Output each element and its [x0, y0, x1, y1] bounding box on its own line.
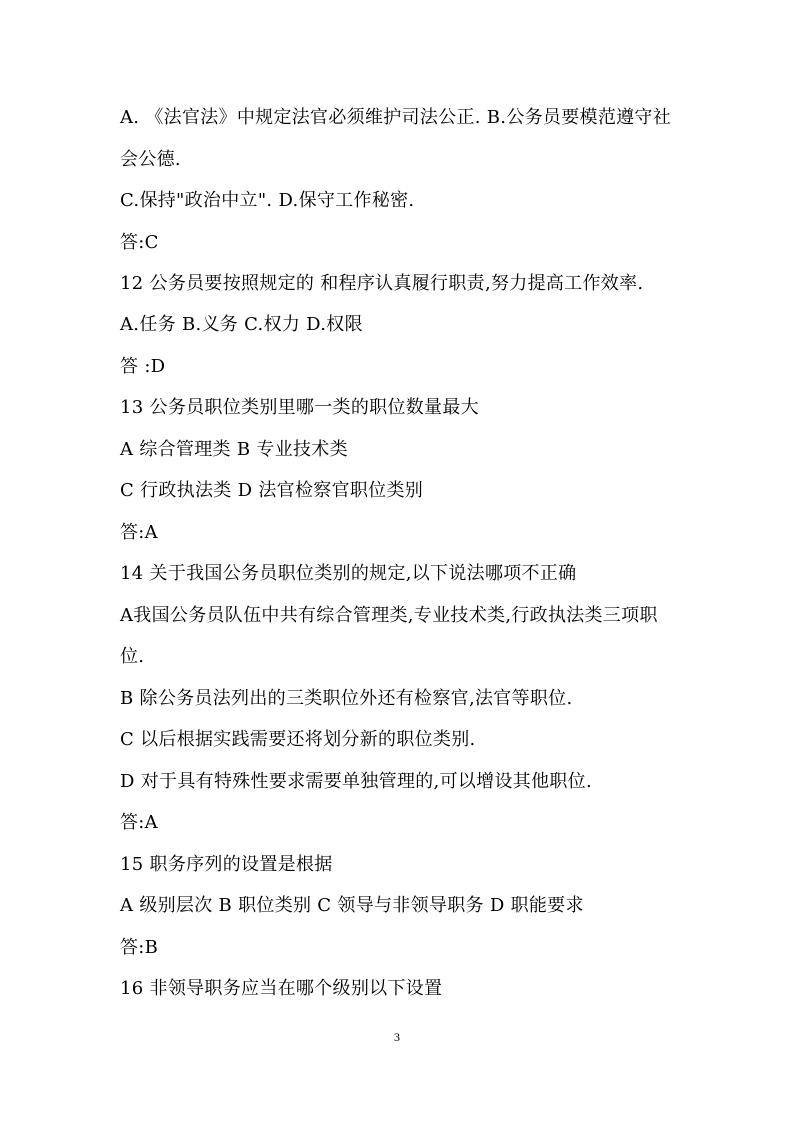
text-line: 14 关于我国公务员职位类别的规定,以下说法哪项不正确	[120, 563, 577, 584]
text-line: A.任务 B.义务 C.权力 D.权限	[120, 314, 363, 335]
text-line: 16 非领导职务应当在哪个级别以下设置	[120, 978, 443, 999]
text-line: C 行政执法类 D 法官检察官职位类别	[120, 480, 424, 501]
text-line: 13 公务员职位类别里哪一类的职位数量最大	[120, 397, 479, 418]
text-line: 答:B	[120, 937, 159, 958]
text-line: 15 职务序列的设置是根据	[120, 854, 333, 875]
text-line: 会公德.	[120, 149, 181, 170]
text-line: C 以后根据实践需要还将划分新的职位类别.	[120, 729, 476, 750]
text-line: A我国公务员队伍中共有综合管理类,专业技术类,行政执法类三项职	[120, 605, 658, 626]
text-line: A 综合管理类 B 专业技术类	[120, 439, 348, 460]
text-line: B 除公务员法列出的三类职位外还有检察官,法官等职位.	[120, 688, 573, 709]
text-line: 12 公务员要按照规定的 和程序认真履行职责,努力提高工作效率.	[120, 273, 644, 294]
text-line: 答:A	[120, 522, 158, 543]
text-line: 位.	[120, 646, 145, 667]
text-line: 答:C	[120, 232, 159, 253]
text-line: 答:A	[120, 812, 158, 833]
text-line: D 对于具有特殊性要求需要单独管理的,可以增设其他职位.	[120, 771, 592, 792]
text-line: 答 :D	[120, 356, 166, 377]
page-number: 3	[394, 1030, 400, 1044]
text-line: A. 《法官法》中规定法官必须维护司法公正. B.公务员要模范遵守社	[120, 107, 672, 128]
text-line: A 级别层次 B 职位类别 C 领导与非领导职务 D 职能要求	[120, 895, 584, 916]
text-line: C.保持"政治中立". D.保守工作秘密.	[120, 190, 415, 211]
